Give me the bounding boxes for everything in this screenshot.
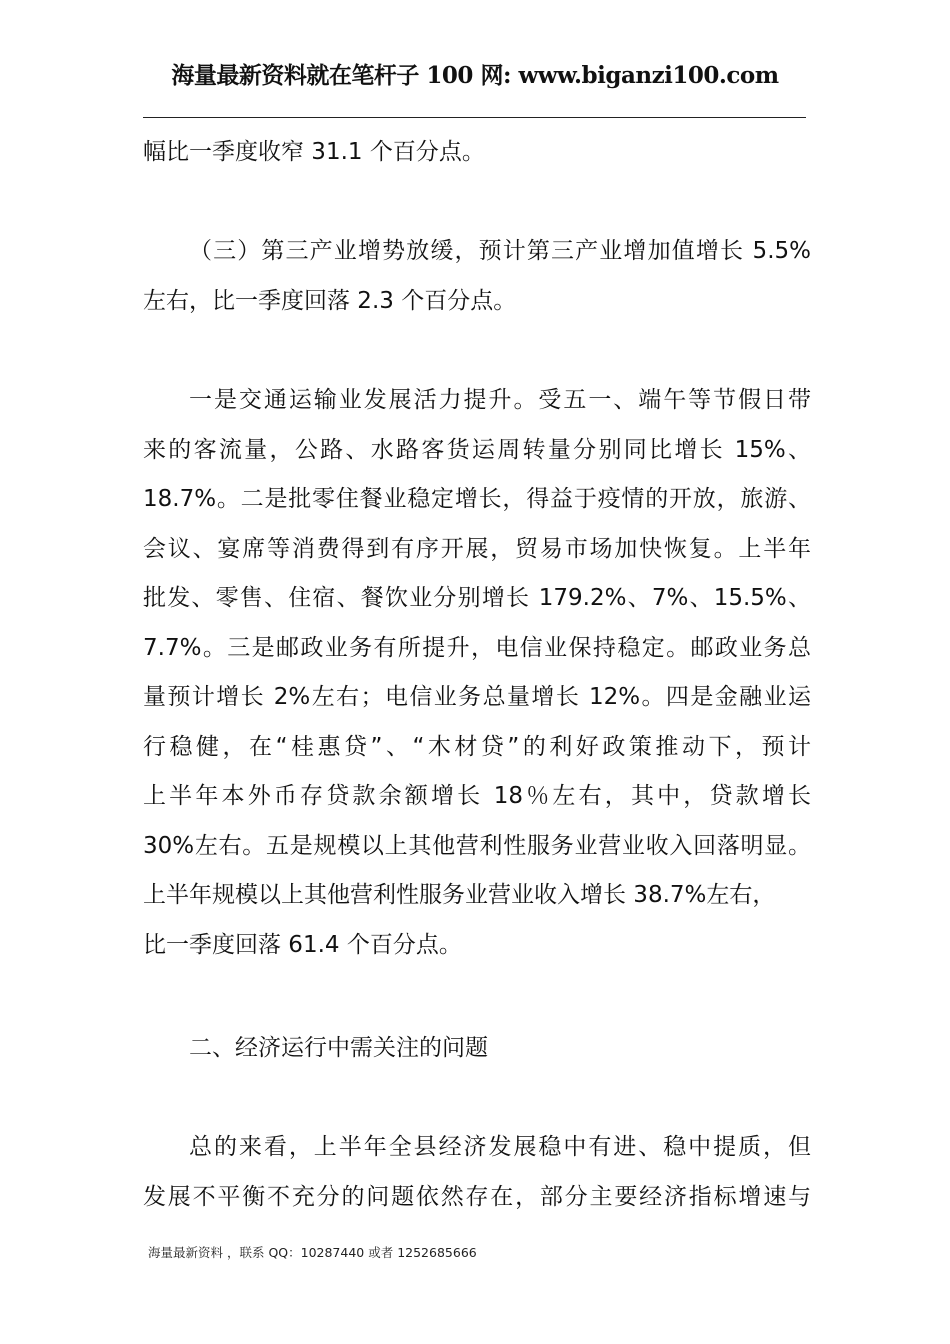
paragraph-line: 上半年本外币存贷款余额增长 18％左右，其中，贷款增长 bbox=[143, 783, 811, 809]
page-header-title: 海量最新资料就在笔杆子 100 网: www.biganzi100.com bbox=[171, 62, 779, 89]
paragraph-line: 30%左右。五是规模以上其他营利性服务业营业收入回落明显。 bbox=[143, 832, 811, 859]
paragraph-line: 批发、零售、住宿、餐饮业分别增长 179.2%、7%、15.5%、 bbox=[143, 585, 811, 611]
paragraph-line: 18.7%。二是批零住餐业稳定增长，得益于疫情的开放，旅游、 bbox=[143, 486, 811, 512]
header-divider bbox=[143, 117, 806, 118]
paragraph-line: 量预计增长 2%左右；电信业务总量增长 12%。四是金融业运 bbox=[143, 684, 811, 710]
paragraph-line: 上半年规模以上其他营利性服务业营业收入增长 38.7%左右， bbox=[143, 882, 776, 908]
section-heading-text: 二、经济运行中需关注的问题 bbox=[189, 1035, 488, 1061]
paragraph-line: 比一季度回落 61.4 个百分点。 bbox=[143, 931, 462, 958]
paragraph-line: 7.7%。三是邮政业务有所提升，电信业保持稳定。邮政业务总 bbox=[143, 634, 811, 661]
paragraph-line: 幅比一季度收窄 31.1 个百分点。 bbox=[143, 139, 485, 165]
paragraph-line: 总的来看，上半年全县经济发展稳中有进、稳中提质，但 bbox=[189, 1134, 811, 1160]
paragraph-line: （三）第三产业增势放缓，预计第三产业增加值增长 5.5% bbox=[189, 238, 811, 264]
paragraph-summary bbox=[143, 1123, 811, 1222]
paragraph-line: 行稳健，在“桂惠贷”、“木材贷”的利好政策推动下，预计 bbox=[143, 733, 811, 760]
paragraph-line: 来的客流量，公路、水路客货运周转量分别同比增长 15%、 bbox=[143, 436, 811, 463]
paragraph-line: 会议、宴席等消费得到有序开展，贸易市场加快恢复。上半年 bbox=[143, 535, 811, 562]
paragraph-line: 发展不平衡不充分的问题依然存在，部分主要经济指标增速与 bbox=[143, 1183, 811, 1210]
paragraph-service-details bbox=[143, 376, 811, 970]
paragraph-tertiary-industry bbox=[143, 227, 811, 326]
paragraph-continuation bbox=[143, 128, 811, 178]
paragraph-line: 一是交通运输业发展活力提升。受五一、端午等节假日带 bbox=[189, 387, 811, 413]
page-footer: 海量最新资料 ，联系 QQ：10287440 或者 1252685666 bbox=[148, 1245, 477, 1260]
paragraph-line: 左右，比一季度回落 2.3 个百分点。 bbox=[143, 287, 517, 314]
section-heading bbox=[143, 1024, 811, 1074]
